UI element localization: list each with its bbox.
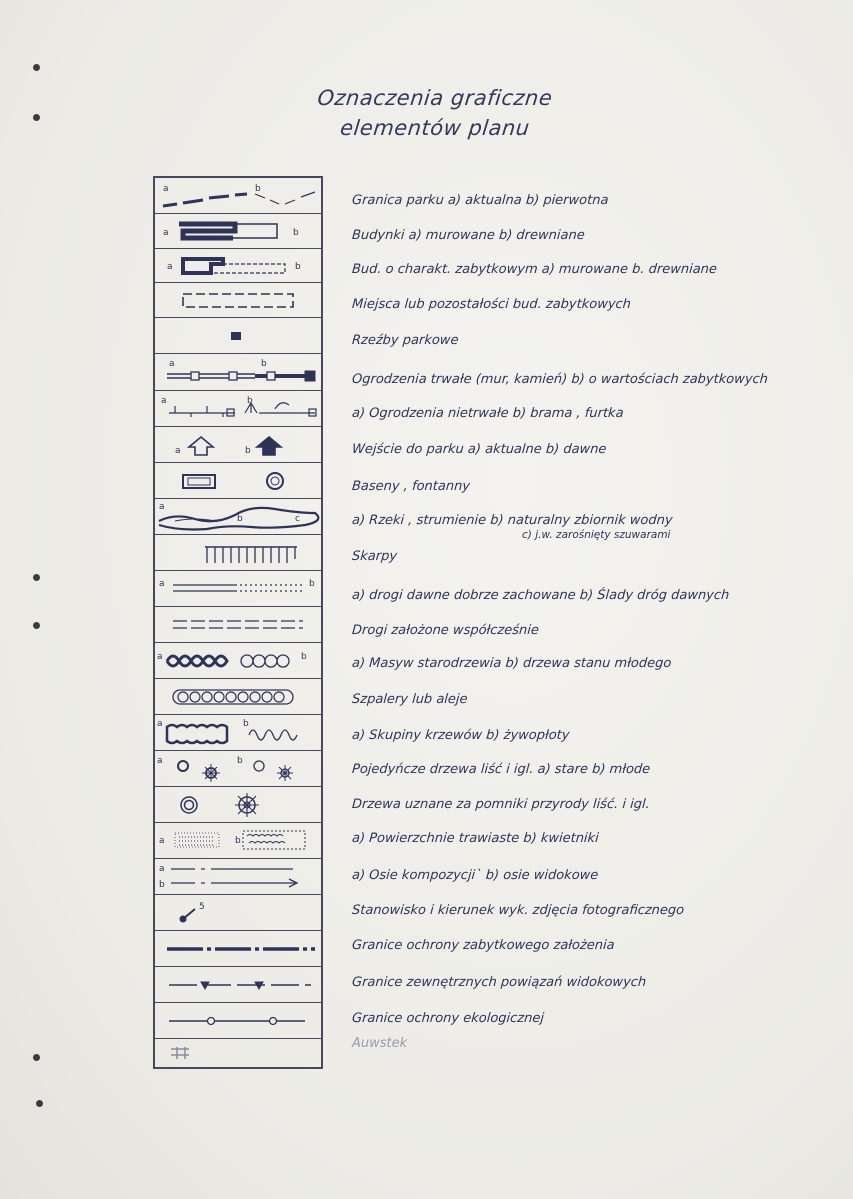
building-outline-icon — [155, 214, 321, 249]
new-roads-icon — [155, 607, 321, 643]
legend-text: a) Skupiny krzewów b) żywopłoty — [351, 728, 570, 743]
embankment-icon — [155, 535, 321, 571]
svg-text:a: a — [163, 184, 169, 194]
legend-text: Granice ochrony ekologicznej — [351, 1011, 545, 1026]
svg-text:b: b — [159, 880, 165, 890]
legend-text: Skarpy — [351, 549, 398, 564]
legend-text: Stanowisko i kierunek wyk. zdjęcia fotograficznego — [351, 903, 685, 918]
svg-text:a: a — [159, 502, 165, 512]
legend-text: Szpalery lub aleje — [351, 692, 469, 707]
camera-position-icon — [155, 895, 321, 931]
svg-text:b: b — [243, 719, 249, 729]
svg-text:a: a — [169, 359, 175, 369]
river-pond-icon — [155, 499, 321, 535]
natural-monument-icon — [155, 787, 321, 823]
svg-text:b: b — [261, 359, 267, 369]
svg-text:b: b — [295, 262, 301, 272]
svg-text:b: b — [301, 652, 307, 662]
svg-text:a: a — [159, 864, 165, 874]
legend-text: a) Masyw starodrzewia b) drzewa stanu młodego — [351, 656, 672, 671]
punch-hole-icon — [33, 64, 40, 71]
svg-text:b: b — [293, 228, 299, 238]
legend-text: Granice ochrony zabytkowego założenia — [351, 938, 616, 953]
punch-hole-icon — [33, 114, 40, 121]
svg-text:b: b — [309, 579, 315, 589]
boundary-line-icon — [155, 178, 321, 214]
view-link-boundary-icon — [155, 967, 321, 1003]
legend-text-sub: c) j.w. zarośnięty szuwarami — [522, 529, 671, 541]
single-tree-icon — [155, 751, 321, 787]
legend-text: Budynki a) murowane b) drewniane — [351, 228, 586, 243]
legend-text: Pojedyńcze drzewa liść i igl. a) stare b) młode — [351, 762, 651, 777]
legend-text: Bud. o charakt. zabytkowym a) murowane b. drewniane — [351, 262, 718, 277]
legend-text: Miejsca lub pozostałości bud. zabytkowych — [351, 297, 632, 312]
shrub-icon — [155, 715, 321, 751]
fence-solid-icon — [155, 354, 321, 391]
legend-text: a) Rzeki , strumienie b) naturalny zbiornik wodny — [351, 513, 674, 528]
historic-building-icon — [155, 249, 321, 283]
legend-text: a) drogi dawne dobrze zachowane b) Ślady dróg dawnych — [351, 588, 730, 603]
alley-icon — [155, 679, 321, 715]
legend-text: Baseny , fontanny — [351, 479, 471, 494]
signature: Auwstek — [352, 1036, 408, 1051]
svg-text:a: a — [161, 396, 167, 406]
protection-boundary-icon — [155, 931, 321, 967]
svg-text:c: c — [295, 514, 300, 524]
svg-text:5: 5 — [199, 902, 205, 912]
entrance-arrow-icon — [155, 427, 321, 463]
legend-text: Wejście do parku a) aktualne b) dawne — [351, 442, 607, 457]
svg-text:a: a — [159, 836, 165, 846]
svg-text:a: a — [159, 579, 165, 589]
svg-text:b: b — [255, 184, 261, 194]
svg-text:a: a — [157, 756, 163, 766]
svg-text:b: b — [235, 836, 241, 846]
sculpture-icon — [155, 318, 321, 354]
legend-text: Granica parku a) aktualna b) pierwotna — [351, 193, 609, 208]
legend-text: Drogi założone współcześnie — [351, 623, 540, 638]
punch-hole-icon — [33, 1054, 40, 1061]
pool-fountain-icon — [155, 463, 321, 499]
punch-hole-icon — [36, 1100, 43, 1107]
punch-hole-icon — [33, 622, 40, 629]
svg-text:b: b — [245, 446, 251, 456]
legend-text: a) Osie kompozycji` b) osie widokowe — [351, 868, 599, 883]
svg-text:a: a — [157, 652, 163, 662]
svg-text:b: b — [237, 756, 243, 766]
legend-text: a) Powierzchnie trawiaste b) kwietniki — [351, 831, 600, 846]
legend-text: a) Ogrodzenia nietrwałe b) brama , furtka — [351, 406, 625, 421]
svg-text:b: b — [237, 514, 243, 524]
grass-icon — [155, 823, 321, 859]
punch-hole-icon — [33, 574, 40, 581]
svg-text:a: a — [163, 228, 169, 238]
fence-light-icon — [155, 391, 321, 427]
axis-arrow-icon — [155, 859, 321, 895]
svg-text:b: b — [247, 396, 253, 406]
svg-text:a: a — [167, 262, 173, 272]
legend-text: Ogrodzenia trwałe (mur, kamień) b) o wartościach zabytkowych — [351, 372, 769, 387]
legend-text: Granice zewnętrznych powiązań widokowych — [351, 975, 647, 990]
svg-text:a: a — [175, 446, 181, 456]
legend-text: Drzewa uznane za pomniki przyrody liść. i igl. — [351, 797, 651, 812]
page-title-line2: elementów planu — [339, 116, 531, 140]
eco-boundary-icon — [155, 1003, 321, 1039]
stamp-icon — [155, 1039, 321, 1067]
tree-mass-icon — [155, 643, 321, 679]
old-roads-icon — [155, 571, 321, 607]
historic-remains-icon — [155, 283, 321, 318]
legend-symbol-column — [153, 176, 323, 1069]
page-title-line1: Oznaczenia graficzne — [316, 86, 554, 110]
svg-text:a: a — [157, 719, 163, 729]
legend-text: Rzeźby parkowe — [351, 333, 459, 348]
